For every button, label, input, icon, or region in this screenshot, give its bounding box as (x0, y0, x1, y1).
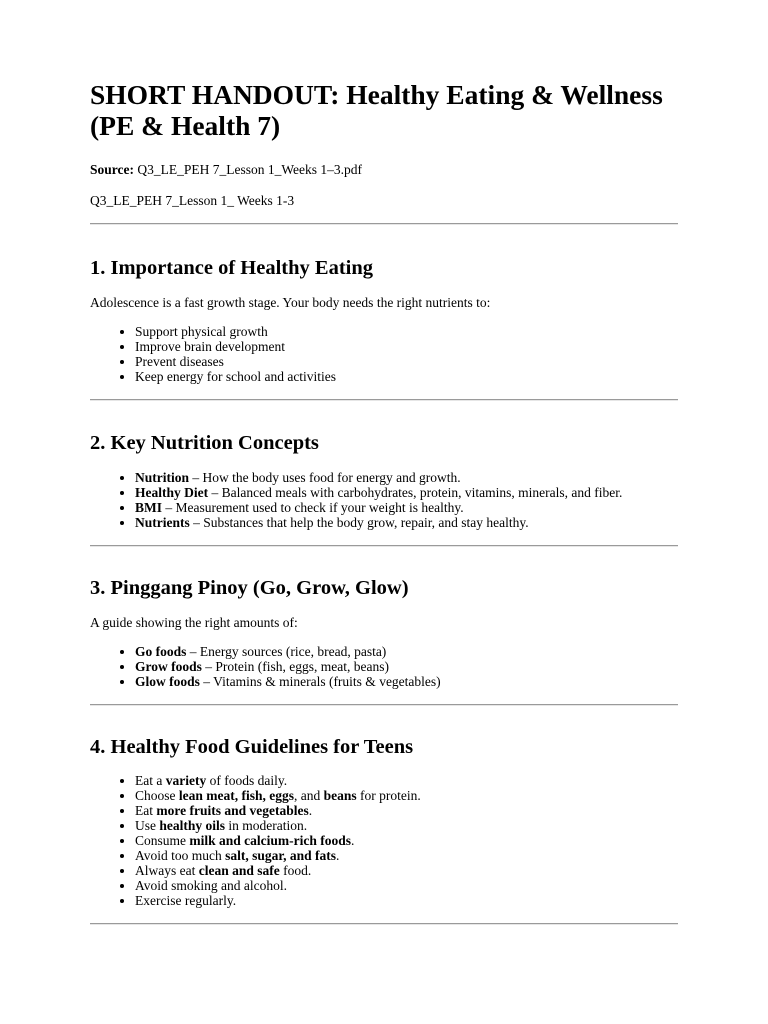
section-3-intro: A guide showing the right amounts of: (90, 615, 298, 630)
term: Go foods (135, 644, 187, 659)
section-3-list (90, 644, 678, 689)
list-item (135, 485, 678, 500)
list-item (135, 878, 678, 893)
term: Nutrients (135, 515, 190, 530)
text: of foods daily. (206, 773, 288, 788)
emphasis: salt, sugar, and fats (225, 848, 337, 863)
text: food. (279, 863, 312, 878)
section-4-heading: 4. Healthy Food Guidelines for Teens (90, 736, 414, 758)
emphasis: clean and safe (198, 863, 280, 878)
divider (90, 545, 678, 547)
text: Eat a (135, 773, 166, 788)
source-label: Source: (90, 162, 134, 177)
definition: – Substances that help the body grow, repair, and stay healthy. (189, 515, 529, 530)
text: Use (135, 818, 160, 833)
text: Always eat (135, 863, 199, 878)
definition: – Vitamins & minerals (fruits & vegetables) (199, 674, 441, 689)
term: Glow foods (135, 674, 200, 689)
divider (90, 704, 678, 706)
divider (90, 399, 678, 401)
emphasis: healthy oils (159, 818, 226, 833)
emphasis: milk and calcium-rich foods (189, 833, 352, 848)
definition: – Protein (fish, eggs, meat, beans) (201, 659, 389, 674)
list-item (135, 773, 678, 788)
list-item (135, 644, 678, 659)
term: BMI (135, 500, 162, 515)
definition: – How the body uses food for energy and growth. (189, 470, 461, 485)
text: Avoid smoking and alcohol. (135, 878, 287, 893)
divider (90, 923, 678, 925)
list-item (135, 863, 678, 878)
text: . (308, 803, 313, 818)
list-item: • Support physical growth (135, 324, 678, 339)
divider (90, 223, 678, 225)
section-1-intro: Adolescence is a fast growth stage. Your body needs the right nutrients to: (90, 295, 491, 310)
section-2-heading: 2. Key Nutrition Concepts (90, 432, 319, 454)
section-4-list (90, 773, 678, 908)
text: Exercise regularly. (135, 893, 237, 908)
text: Avoid too much (135, 848, 226, 863)
text: Consume (135, 833, 190, 848)
section-3-heading: 3. Pinggang Pinoy (Go, Grow, Glow) (90, 577, 409, 599)
list-item (135, 848, 678, 863)
list-item (135, 893, 678, 908)
text: Choose (135, 788, 179, 803)
file-reference: Q3_LE_PEH 7_Lesson 1_ Weeks 1-3 (90, 193, 295, 208)
list-item (135, 470, 678, 485)
term: Healthy Diet (135, 485, 209, 500)
source-line (90, 161, 678, 178)
emphasis: beans (323, 788, 357, 803)
list-item (135, 833, 678, 848)
emphasis: more fruits and vegetables (156, 803, 309, 818)
text: , and (294, 788, 324, 803)
section-1-heading: 1. Importance of Healthy Eating (90, 257, 373, 279)
source-filename: Q3_LE_PEH 7_Lesson 1_Weeks 1–3.pdf (137, 162, 363, 177)
term: Grow foods (135, 659, 202, 674)
list-item (135, 500, 678, 515)
list-item: • Prevent diseases (135, 354, 678, 369)
term: Nutrition (135, 470, 189, 485)
list-item (135, 674, 678, 689)
text: for protein. (356, 788, 421, 803)
list-item: • Keep energy for school and activities (135, 369, 678, 384)
section-2-list (90, 470, 678, 530)
definition: – Balanced meals with carbohydrates, protein, vitamins, minerals, and fiber. (208, 485, 623, 500)
definition: – Measurement used to check if your weight is healthy. (162, 500, 464, 515)
document-title: SHORT HANDOUT: Healthy Eating & Wellness (PE & Health 7) (90, 79, 663, 141)
emphasis: variety (165, 773, 207, 788)
text: Eat (135, 803, 157, 818)
section-1-list (90, 324, 678, 384)
text: in moderation. (225, 818, 308, 833)
list-item (135, 659, 678, 674)
list-item (135, 818, 678, 833)
text: . (351, 833, 355, 848)
list-item (135, 803, 678, 818)
list-item (135, 515, 678, 530)
emphasis: lean meat, fish, eggs (178, 788, 294, 803)
definition: – Energy sources (rice, bread, pasta) (186, 644, 387, 659)
text: . (336, 848, 340, 863)
list-item (135, 788, 678, 803)
list-item: • Improve brain development (135, 339, 678, 354)
